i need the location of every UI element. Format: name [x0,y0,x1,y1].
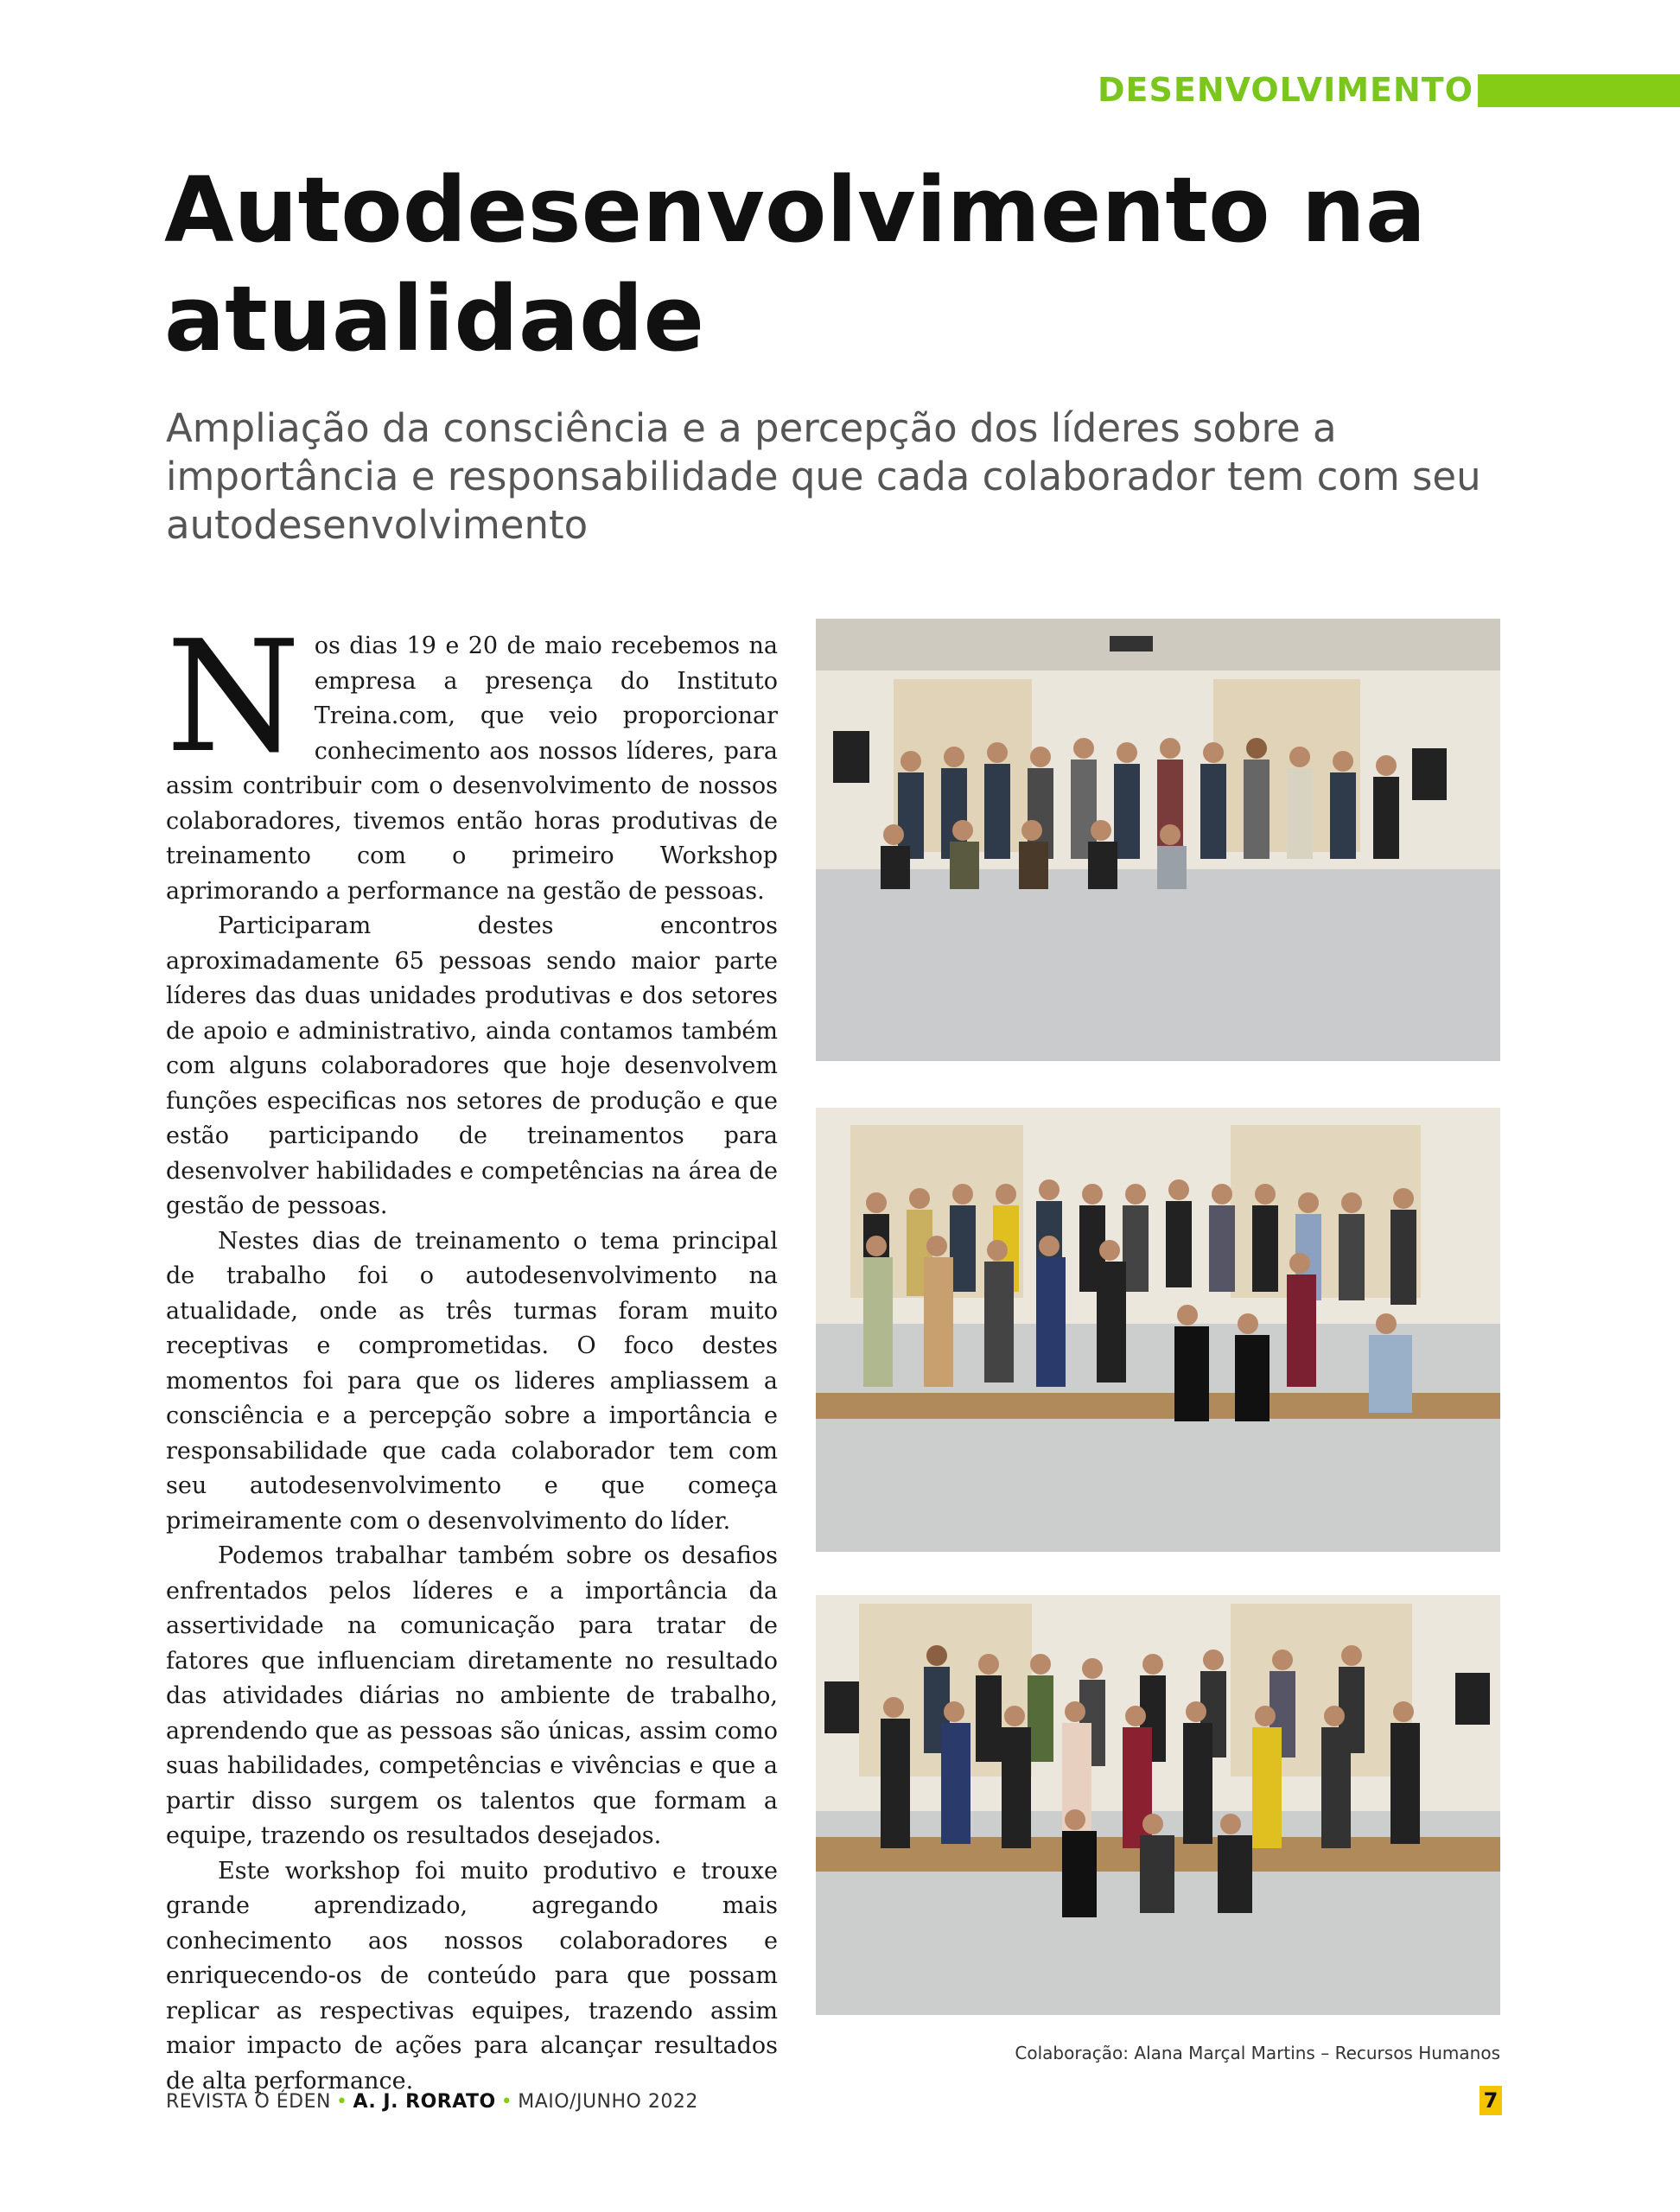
photo-credit: Colaboração: Alana Marçal Martins – Recursos Humanos [1015,2043,1500,2063]
footer-magazine: REVISTA O ÉDEN [166,2091,331,2113]
section-label: DESENVOLVIMENTO [1098,71,1474,109]
paragraph-3: Nestes dias de treinamento o tema principal de trabalho foi o autodesenvolvimento na atualidade, onde as três turmas foram muito receptivas e comprometidas. O foco destes momentos foi para que os lideres ampliassem a consciência e a percepção sobre a importância e responsabilidade que cada colaborador tem com seu autodesenvolvimento e que começa primeiramente com o desenvolvimento do líder. [166,1227,778,1535]
group-photo-1 [816,619,1500,1061]
article-subtitle: Ampliação da consciência e a percepção dos líderes sobre a importância e responsabilidade que cada colaborador tem com seu autodesenvolvimento [166,405,1481,548]
footer-separator: • [500,2091,513,2113]
group-photo-3-image [816,1595,1500,2015]
page-footer [166,2091,698,2113]
paragraph-1 [166,607,778,909]
page-number: 7 [1480,2086,1502,2115]
paragraph-1-text: os dias 19 e 20 de maio recebemos na empresa a presença do Instituto Treina.com, que veio proporcionar conhecimento aos nossos líderes, para assim contribuir com o desenvolvimento de nossos colaboradores, tivemos então horas produtivas de treinamento com o primeiro Workshop aprimorando a performance na gestão de pessoas. [166,632,778,905]
group-photo-2 [816,1108,1500,1552]
group-photo-3 [816,1595,1500,2015]
paragraph-2: Participaram destes encontros aproximadamente 65 pessoas sendo maior parte líderes das duas unidades produtivas e dos setores de apoio e administrativo, ainda contamos também com alguns colaboradores que hoje desenvolvem funções especificas nos setores de produção e que estão participando de treinamentos para desenvolver habilidades e competências na área de gestão de pessoas. [166,912,778,1219]
drop-cap: N [166,607,301,786]
footer-company: A. J. RORATO [353,2091,496,2113]
footer-issue: MAIO/JUNHO 2022 [518,2091,698,2113]
group-photo-1-image [816,619,1500,1061]
paragraph-5: Este workshop foi muito produtivo e trouxe grande aprendizado, agregando mais conhecimento aos nossos colaboradores e enriquecendo-os de conteúdo para que possam replicar as respectivas equipes, trazendo assim maior impacto de ações para alcançar resultados de alta performance. [166,1857,778,2094]
article-title: Autodesenvolvimento na atualidade [164,157,1427,372]
section-accent-bar [1478,74,1680,107]
paragraph-4: Podemos trabalhar também sobre os desafios enfrentados pelos líderes e a importância da assertividade na comunicação para tratar de fatores que influenciam diretamente no resultado das atividades diárias no ambiente de trabalho, aprendendo que as pessoas são únicas, assim como suas habilidades, competências e vivências e que a partir disso surgem os talentos que formam a equipe, trazendo os resultados desejados. [166,1542,778,1849]
group-photo-2-image [816,1108,1500,1552]
article-body [166,607,778,2099]
footer-separator: • [335,2091,348,2113]
